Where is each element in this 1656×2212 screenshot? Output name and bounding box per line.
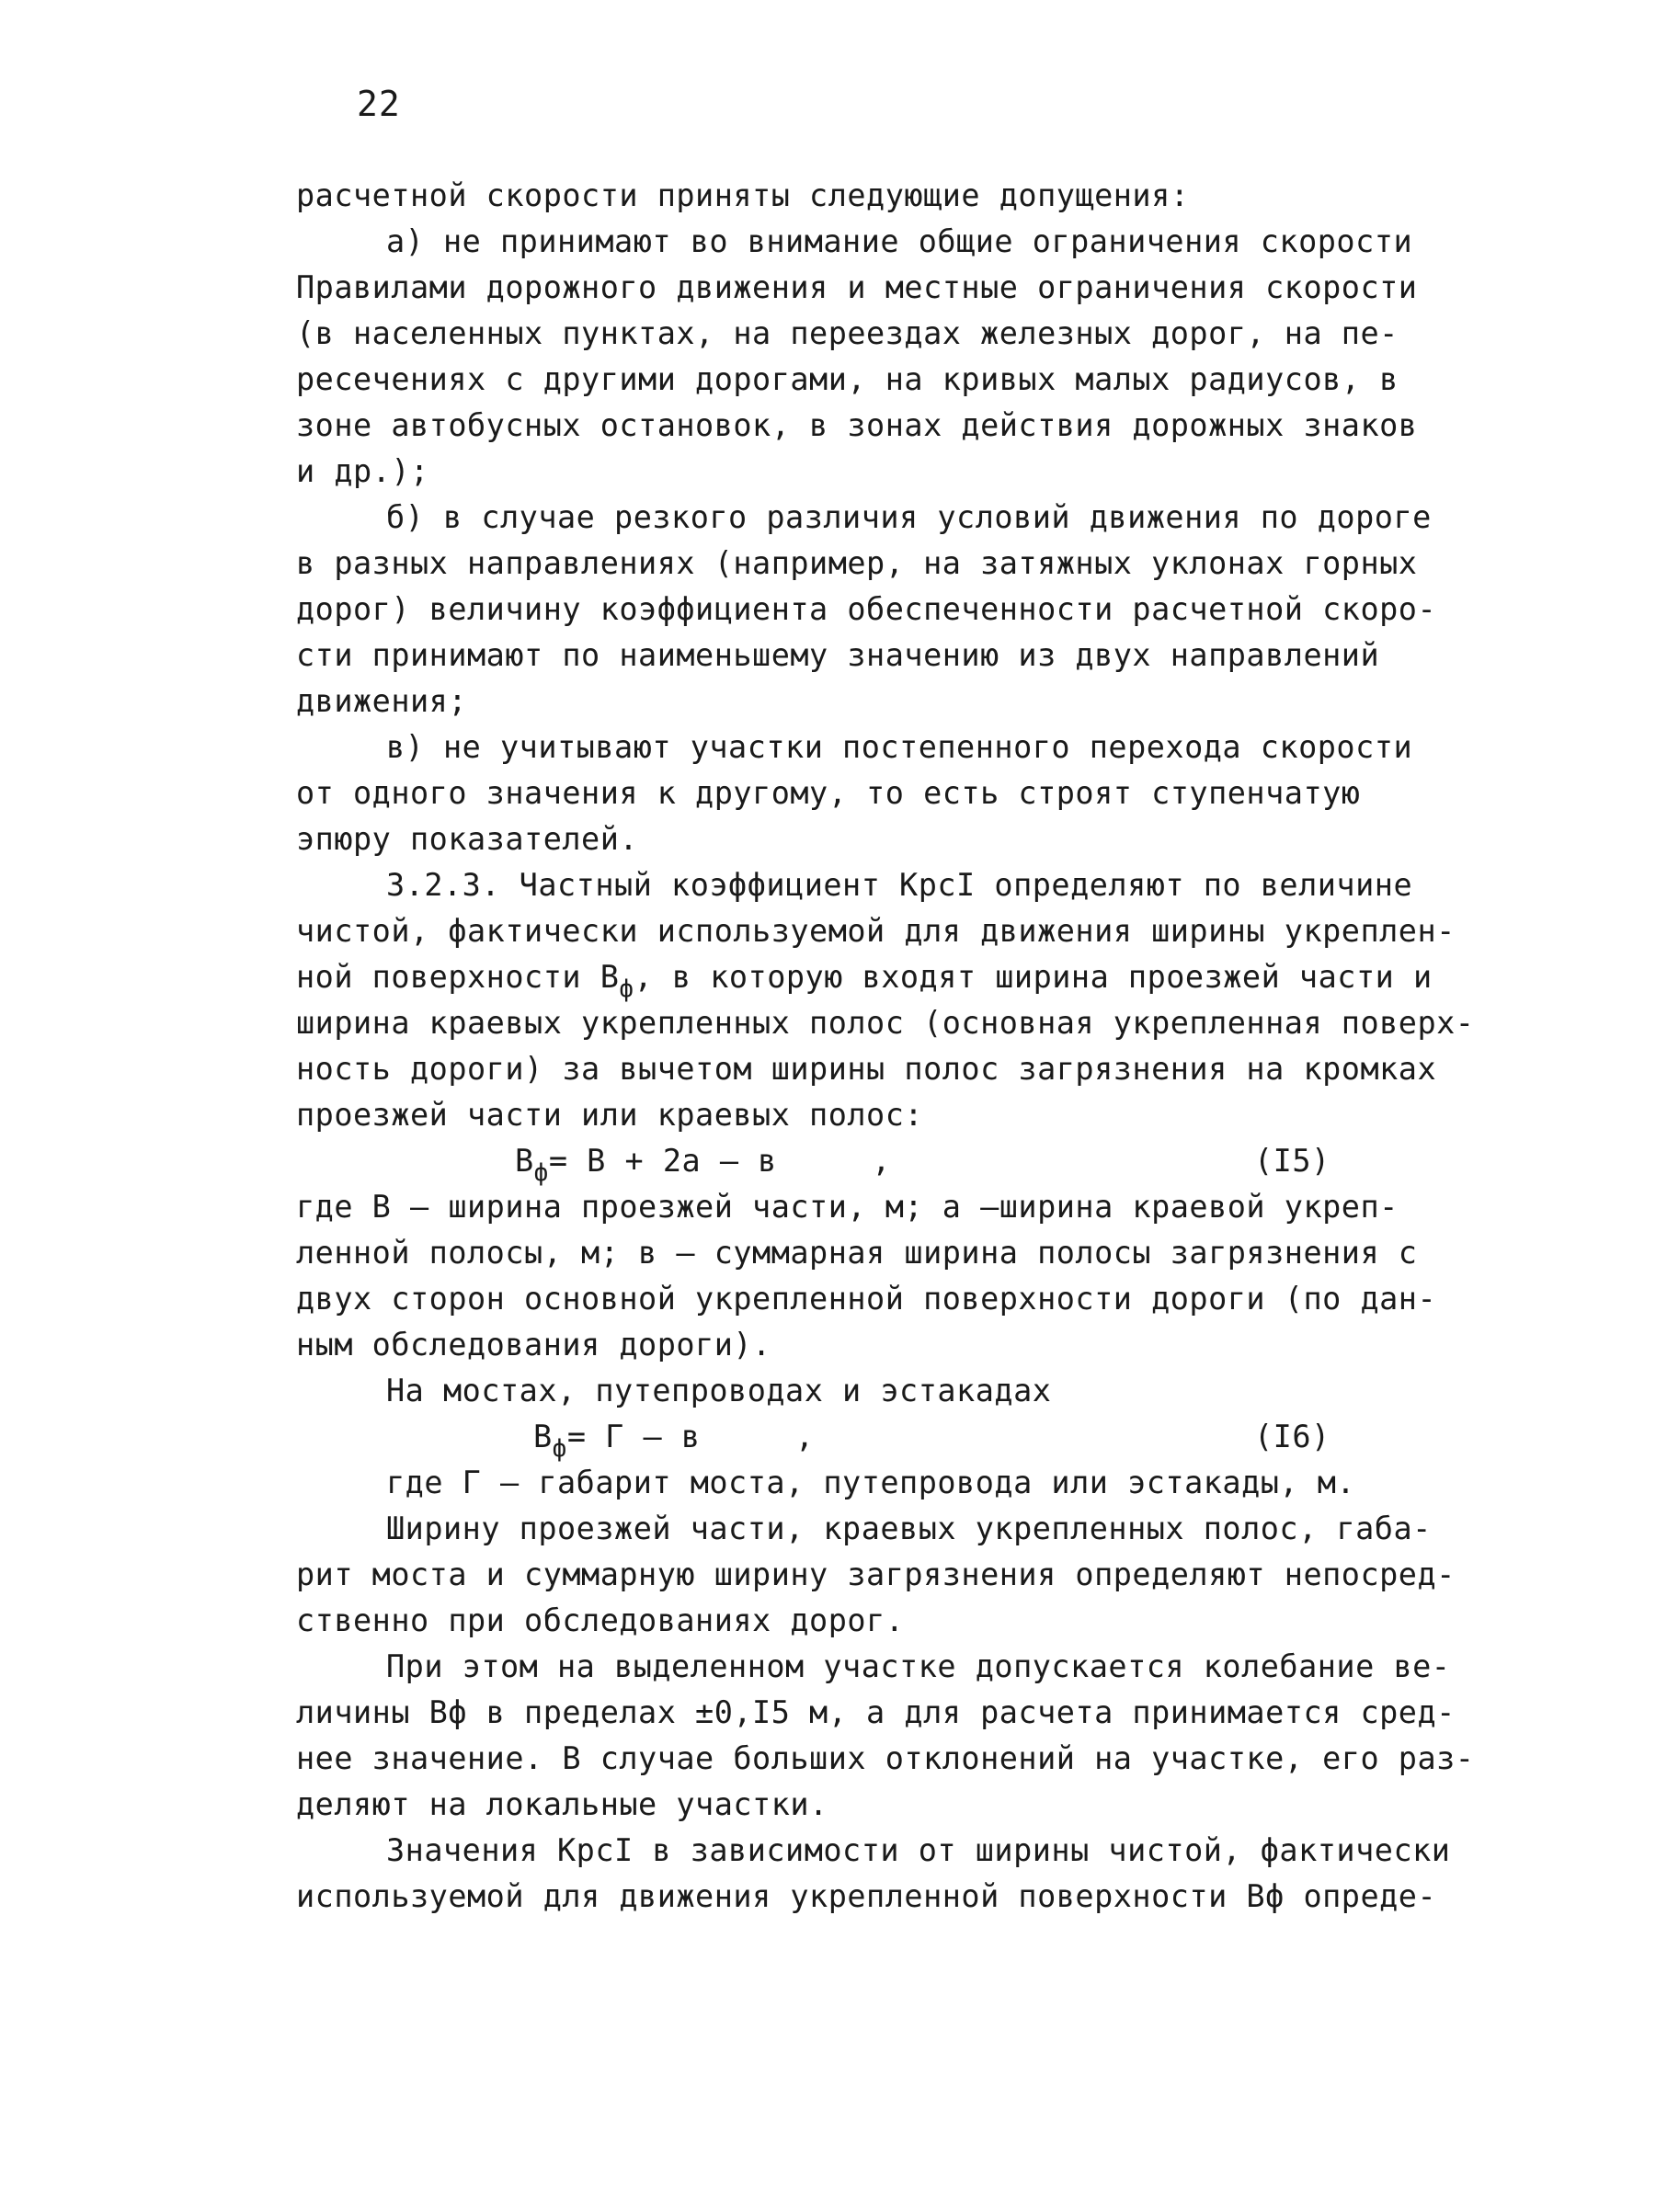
- text-line: ресечениях с другими дорогами, на кривых малых радиусов, в: [296, 361, 1399, 397]
- text-line: движения;: [296, 683, 468, 719]
- body-text: [296, 173, 1475, 1920]
- formula-16-number: (I6): [1254, 1419, 1331, 1454]
- text-line: ность дороги) за вычетом ширины полос загрязнения на кромках: [296, 1051, 1437, 1087]
- text-line: где Г – габарит моста, путепровода или эстакады, м.: [386, 1465, 1356, 1500]
- text-line: рит моста и суммарную ширину загрязнения определяют непосред-: [296, 1556, 1456, 1592]
- text-line: деляют на локальные участки.: [296, 1786, 828, 1822]
- text-line: ширина краевых укрепленных полос (основная укрепленная поверх-: [296, 1005, 1475, 1041]
- text-line: от одного значения к другому, то есть строят ступенчатую: [296, 775, 1361, 811]
- formula-subscript: ф: [533, 1159, 549, 1187]
- text-line: а) не принимают во внимание общие ограничения скорости: [386, 223, 1413, 259]
- formula-16: [296, 1414, 1436, 1463]
- text-line: б) в случае резкого различия условий движения по дороге: [386, 499, 1432, 535]
- text-line: в) не учитывают участки постепенного перехода скорости: [386, 729, 1413, 765]
- formula-symbol: В: [533, 1419, 553, 1454]
- text-line: дорог) величину коэффициента обеспеченности расчетной скоро-: [296, 591, 1437, 627]
- text-line: ленной полосы, м; в – суммарная ширина полосы загрязнения с: [296, 1235, 1418, 1271]
- text-line: проезжей части или краевых полос:: [296, 1097, 924, 1133]
- text-line: (в населенных пунктах, на переездах железных дорог, на пе-: [296, 315, 1399, 351]
- text-line: Значения КрсI в зависимости от ширины чистой, фактически: [386, 1832, 1451, 1868]
- formula-rhs: = В + 2а – в ,: [548, 1143, 891, 1179]
- text-line: ным обследования дороги).: [296, 1327, 771, 1363]
- subscript-f: ф: [619, 975, 634, 1003]
- formula-15-expression: [515, 1138, 891, 1187]
- text-line: в разных направлениях (например, на затяжных уклонах горных: [296, 545, 1418, 581]
- text-line: Правилами дорожного движения и местные ограничения скорости: [296, 269, 1418, 305]
- text-line: и др.);: [296, 453, 429, 489]
- text-line: личины Вф в пределах ±0,I5 м, а для расчета принимается сред-: [296, 1694, 1456, 1730]
- text-line: эпюру показателей.: [296, 821, 639, 857]
- page-number: 22: [357, 84, 401, 124]
- text-fragment: , в которую входят ширина проезжей части и: [634, 959, 1433, 995]
- text-line: [296, 954, 1436, 1003]
- text-line: ственно при обследованиях дорог.: [296, 1602, 905, 1638]
- text-line: используемой для движения укрепленной поверхности Вф опреде-: [296, 1878, 1437, 1914]
- formula-symbol: В: [515, 1143, 534, 1179]
- text-line: где В – ширина проезжей части, м; а –ширина краевой укреп-: [296, 1189, 1399, 1225]
- text-line: чистой, фактически используемой для движения ширины укреплен-: [296, 913, 1456, 949]
- section-3-2-3-heading-line: 3.2.3. Частный коэффициент КрсI определяют по величине: [386, 867, 1413, 903]
- text-line: расчетной скорости приняты следующие допущения:: [296, 177, 1190, 213]
- text-line: нее значение. В случае больших отклонений на участке, его раз-: [296, 1740, 1475, 1776]
- text-fragment: ной поверхности В: [296, 959, 620, 995]
- formula-rhs: = Г – в ,: [566, 1419, 815, 1454]
- text-line: зоне автобусных остановок, в зонах действия дорожных знаков: [296, 407, 1418, 443]
- text-line: При этом на выделенном участке допускается колебание ве-: [386, 1648, 1451, 1684]
- formula-15-number: (I5): [1254, 1143, 1331, 1179]
- formula-16-expression: [533, 1414, 815, 1463]
- text-line: двух сторон основной укрепленной поверхности дороги (по дан-: [296, 1281, 1437, 1317]
- formula-15: [296, 1138, 1436, 1187]
- text-line: сти принимают по наименьшему значению из двух направлений: [296, 637, 1380, 673]
- formula-subscript: ф: [552, 1435, 567, 1463]
- text-line: Ширину проезжей части, краевых укрепленных полос, габа-: [386, 1511, 1432, 1546]
- text-line: На мостах, путепроводах и эстакадах: [386, 1373, 1052, 1408]
